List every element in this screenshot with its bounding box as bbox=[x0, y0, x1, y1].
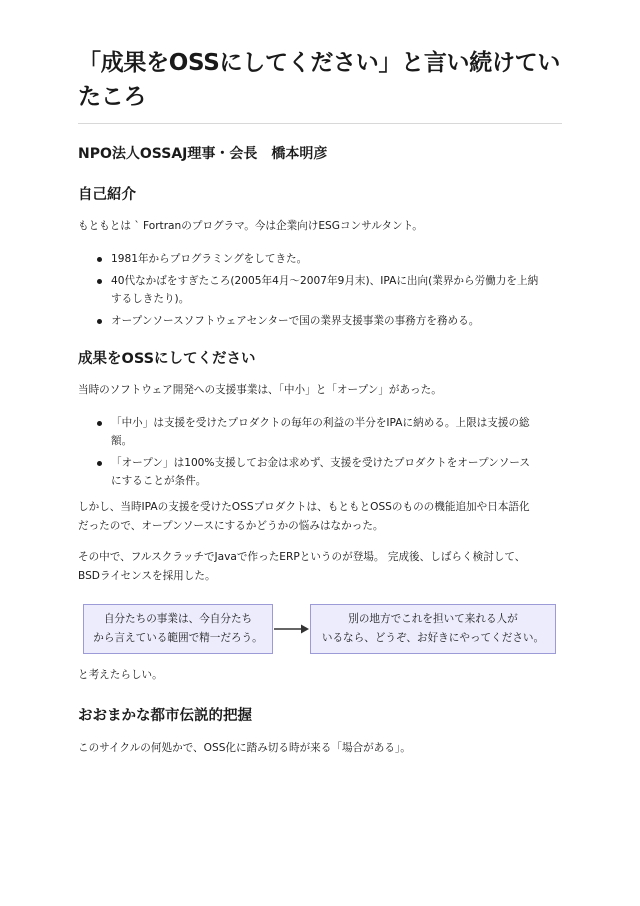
flow-box-left: 自分たちの事業は、今自分たち から言えている範囲で精一だろう。 bbox=[83, 604, 273, 654]
oss-section-paragraph-1: 当時のソフトウェア開発への支援事業は、「中小」と「オープン」があった。 bbox=[78, 384, 442, 396]
legend-section-heading: おおまかな都市伝説的把握 bbox=[78, 708, 252, 724]
flow-arrow-icon bbox=[274, 623, 310, 635]
oss-section-paragraph-4: と考えたらしい。 bbox=[78, 669, 163, 681]
flow-box-right: 別の地方でこれを担いて来れる人が いるなら、どうぞ、お好きにやってください。 bbox=[310, 604, 556, 654]
list-item: オープンソースソフトウェアセンターで国の業界支援事業の事務方を務める。 bbox=[78, 312, 562, 330]
flow-diagram bbox=[78, 604, 562, 654]
oss-section-list bbox=[78, 414, 562, 490]
list-item: 「中小」は支援を受けたプロダクトの毎年の利益の半分をIPAに納める。上限は支援の総 額。 bbox=[78, 414, 562, 450]
self-intro-paragraph: もともとは ` Fortranのプログラマ。今は企業向けESGコンサルタント。 bbox=[78, 220, 423, 232]
author-line: NPO法人OSSAJ理事・会長 橋本明彦 bbox=[78, 146, 328, 162]
list-item: 「オープン」は100%支援してお金は求めず、支援を受けたプロダクトをオープンソース にすることが条件。 bbox=[78, 454, 562, 490]
page-title-line2: たころ bbox=[78, 84, 147, 110]
oss-section-paragraph-2: しかし、当時IPAの支援を受けたOSSプロダクトは、もともとOSSのものの機能追加や日本語化 だったので、オープンソースにするかどうかの悩みはなかった。 bbox=[78, 501, 530, 532]
page-title bbox=[78, 46, 562, 124]
page-title-line1: 「成果をOSSにしてください」と言い続けてい bbox=[78, 50, 561, 76]
self-intro-heading: 自己紹介 bbox=[78, 187, 136, 203]
oss-section-paragraph-3: その中で、フルスクラッチでJavaで作ったERPというのが登場。 完成後、しばらく検討して、 BSDライセンスを採用した。 bbox=[78, 551, 526, 582]
oss-section-heading: 成果をOSSにしてください bbox=[78, 351, 256, 367]
list-item: 40代なかばをすぎたころ(2005年4月～2007年9月末)、IPAに出向(業界から労働力を上納 するしきたり)。 bbox=[78, 272, 562, 308]
self-intro-list bbox=[78, 250, 562, 330]
legend-section-paragraph: このサイクルの何処かで、OSS化に踏み切る時が来る「場合がある」。 bbox=[78, 742, 411, 754]
list-item: 1981年からプログラミングをしてきた。 bbox=[78, 250, 562, 268]
document-page bbox=[78, 0, 562, 758]
